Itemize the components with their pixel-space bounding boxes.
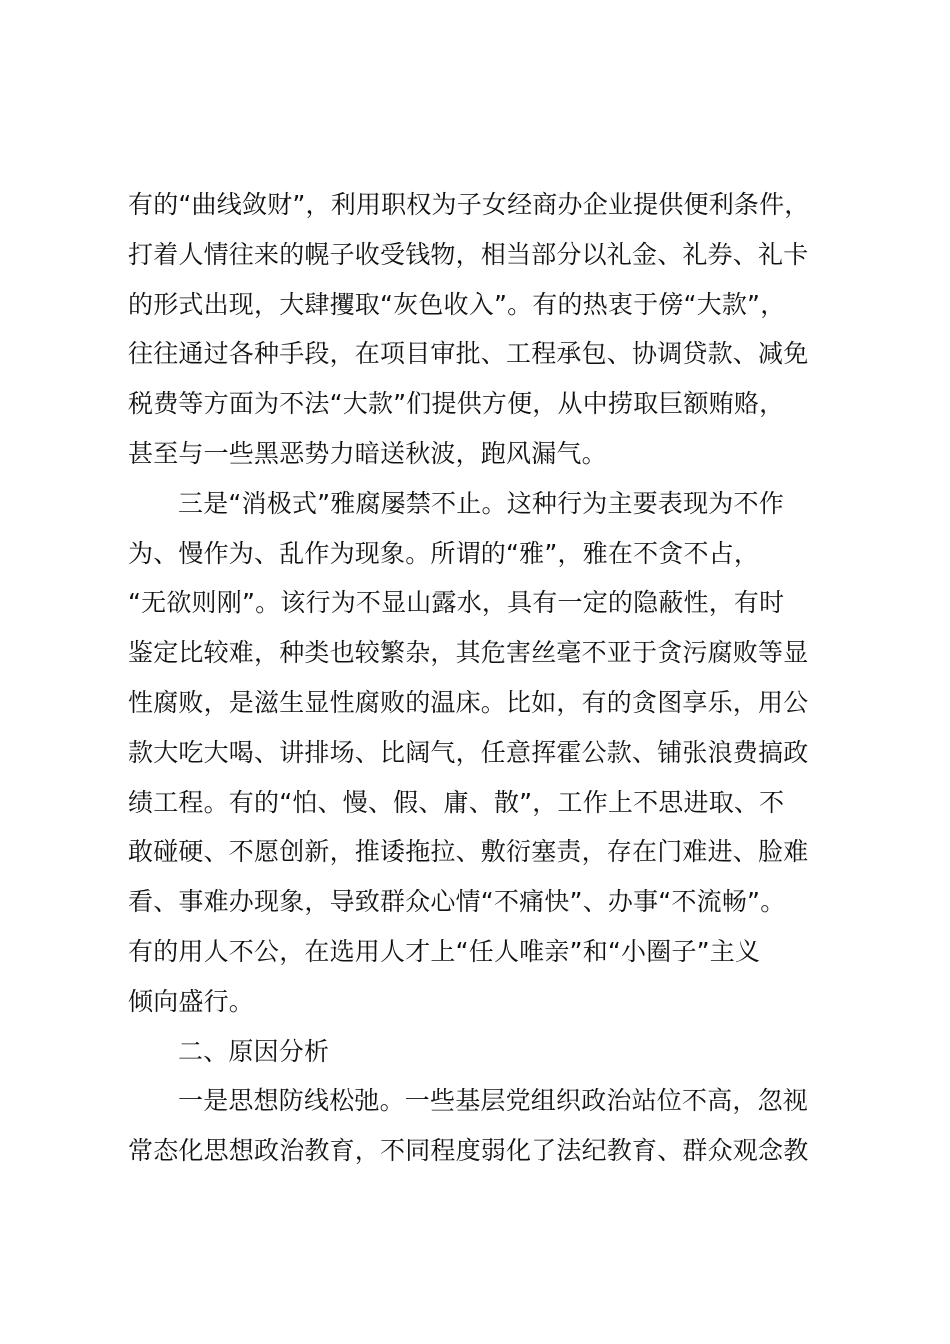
text-line: 税费等方面为不法“大款”们提供方便，从中捞取巨额贿赂， (128, 389, 785, 419)
text-line: 绩工程。有的“怕、慢、假、庸、散”，工作上不思进取、不 (128, 787, 785, 817)
text-line: 鉴定比较难，种类也较繁杂，其危害丝毫不亚于贪污腐败等显 (128, 638, 809, 668)
text-line: 敢碰硬、不愿创新，推诿拖拉、敷衍塞责，存在门难进、脸难 (128, 837, 809, 867)
paragraph-start-line: 三是“消极式”雅腐屡禁不止。这种行为主要表现为不作 (178, 488, 784, 518)
text-line: 看、事难办现象，导致群众心情“不痛快”、办事“不流畅”。 (128, 887, 786, 917)
text-line: 往往通过各种手段，在项目审批、工程承包、协调贷款、减免 (128, 339, 809, 369)
text-line: 款大吃大喝、讲排场、比阔气，任意挥霍公款、铺张浪费搞政 (128, 737, 809, 767)
text-line: 打着人情往来的幌子收受钱物，相当部分以礼金、礼券、礼卡 (128, 239, 809, 269)
text-line: 有的用人不公，在选用人才上“任人唯亲”和“小圈子”主义 (128, 936, 761, 966)
text-line: 常态化思想政治教育，不同程度弱化了法纪教育、群众观念教 (128, 1136, 809, 1166)
text-line: “无欲则刚”。该行为不显山露水，具有一定的隐蔽性，有时 (128, 588, 785, 618)
text-line: 倾向盛行。 (128, 986, 255, 1016)
text-line: 的形式出现，大肆攫取“灰色收入”。有的热衷于傍“大款”， (128, 289, 786, 319)
section-heading: 二、原因分析 (178, 1036, 330, 1066)
paragraph-start-line: 一是思想防线松弛。一些基层党组织政治站位不高，忽视 (178, 1086, 809, 1116)
text-line: 为、慢作为、乱作为现象。所谓的“雅”，雅在不贪不占， (128, 538, 760, 568)
body-text (128, 180, 838, 1176)
text-line: 性腐败，是滋生显性腐败的温床。比如，有的贪图享乐，用公 (128, 687, 809, 717)
text-line: 甚至与一些黑恶势力暗送秋波，跑风漏气。 (128, 438, 607, 468)
text-line: 有的“曲线敛财”，利用职权为子女经商办企业提供便利条件， (128, 190, 810, 219)
